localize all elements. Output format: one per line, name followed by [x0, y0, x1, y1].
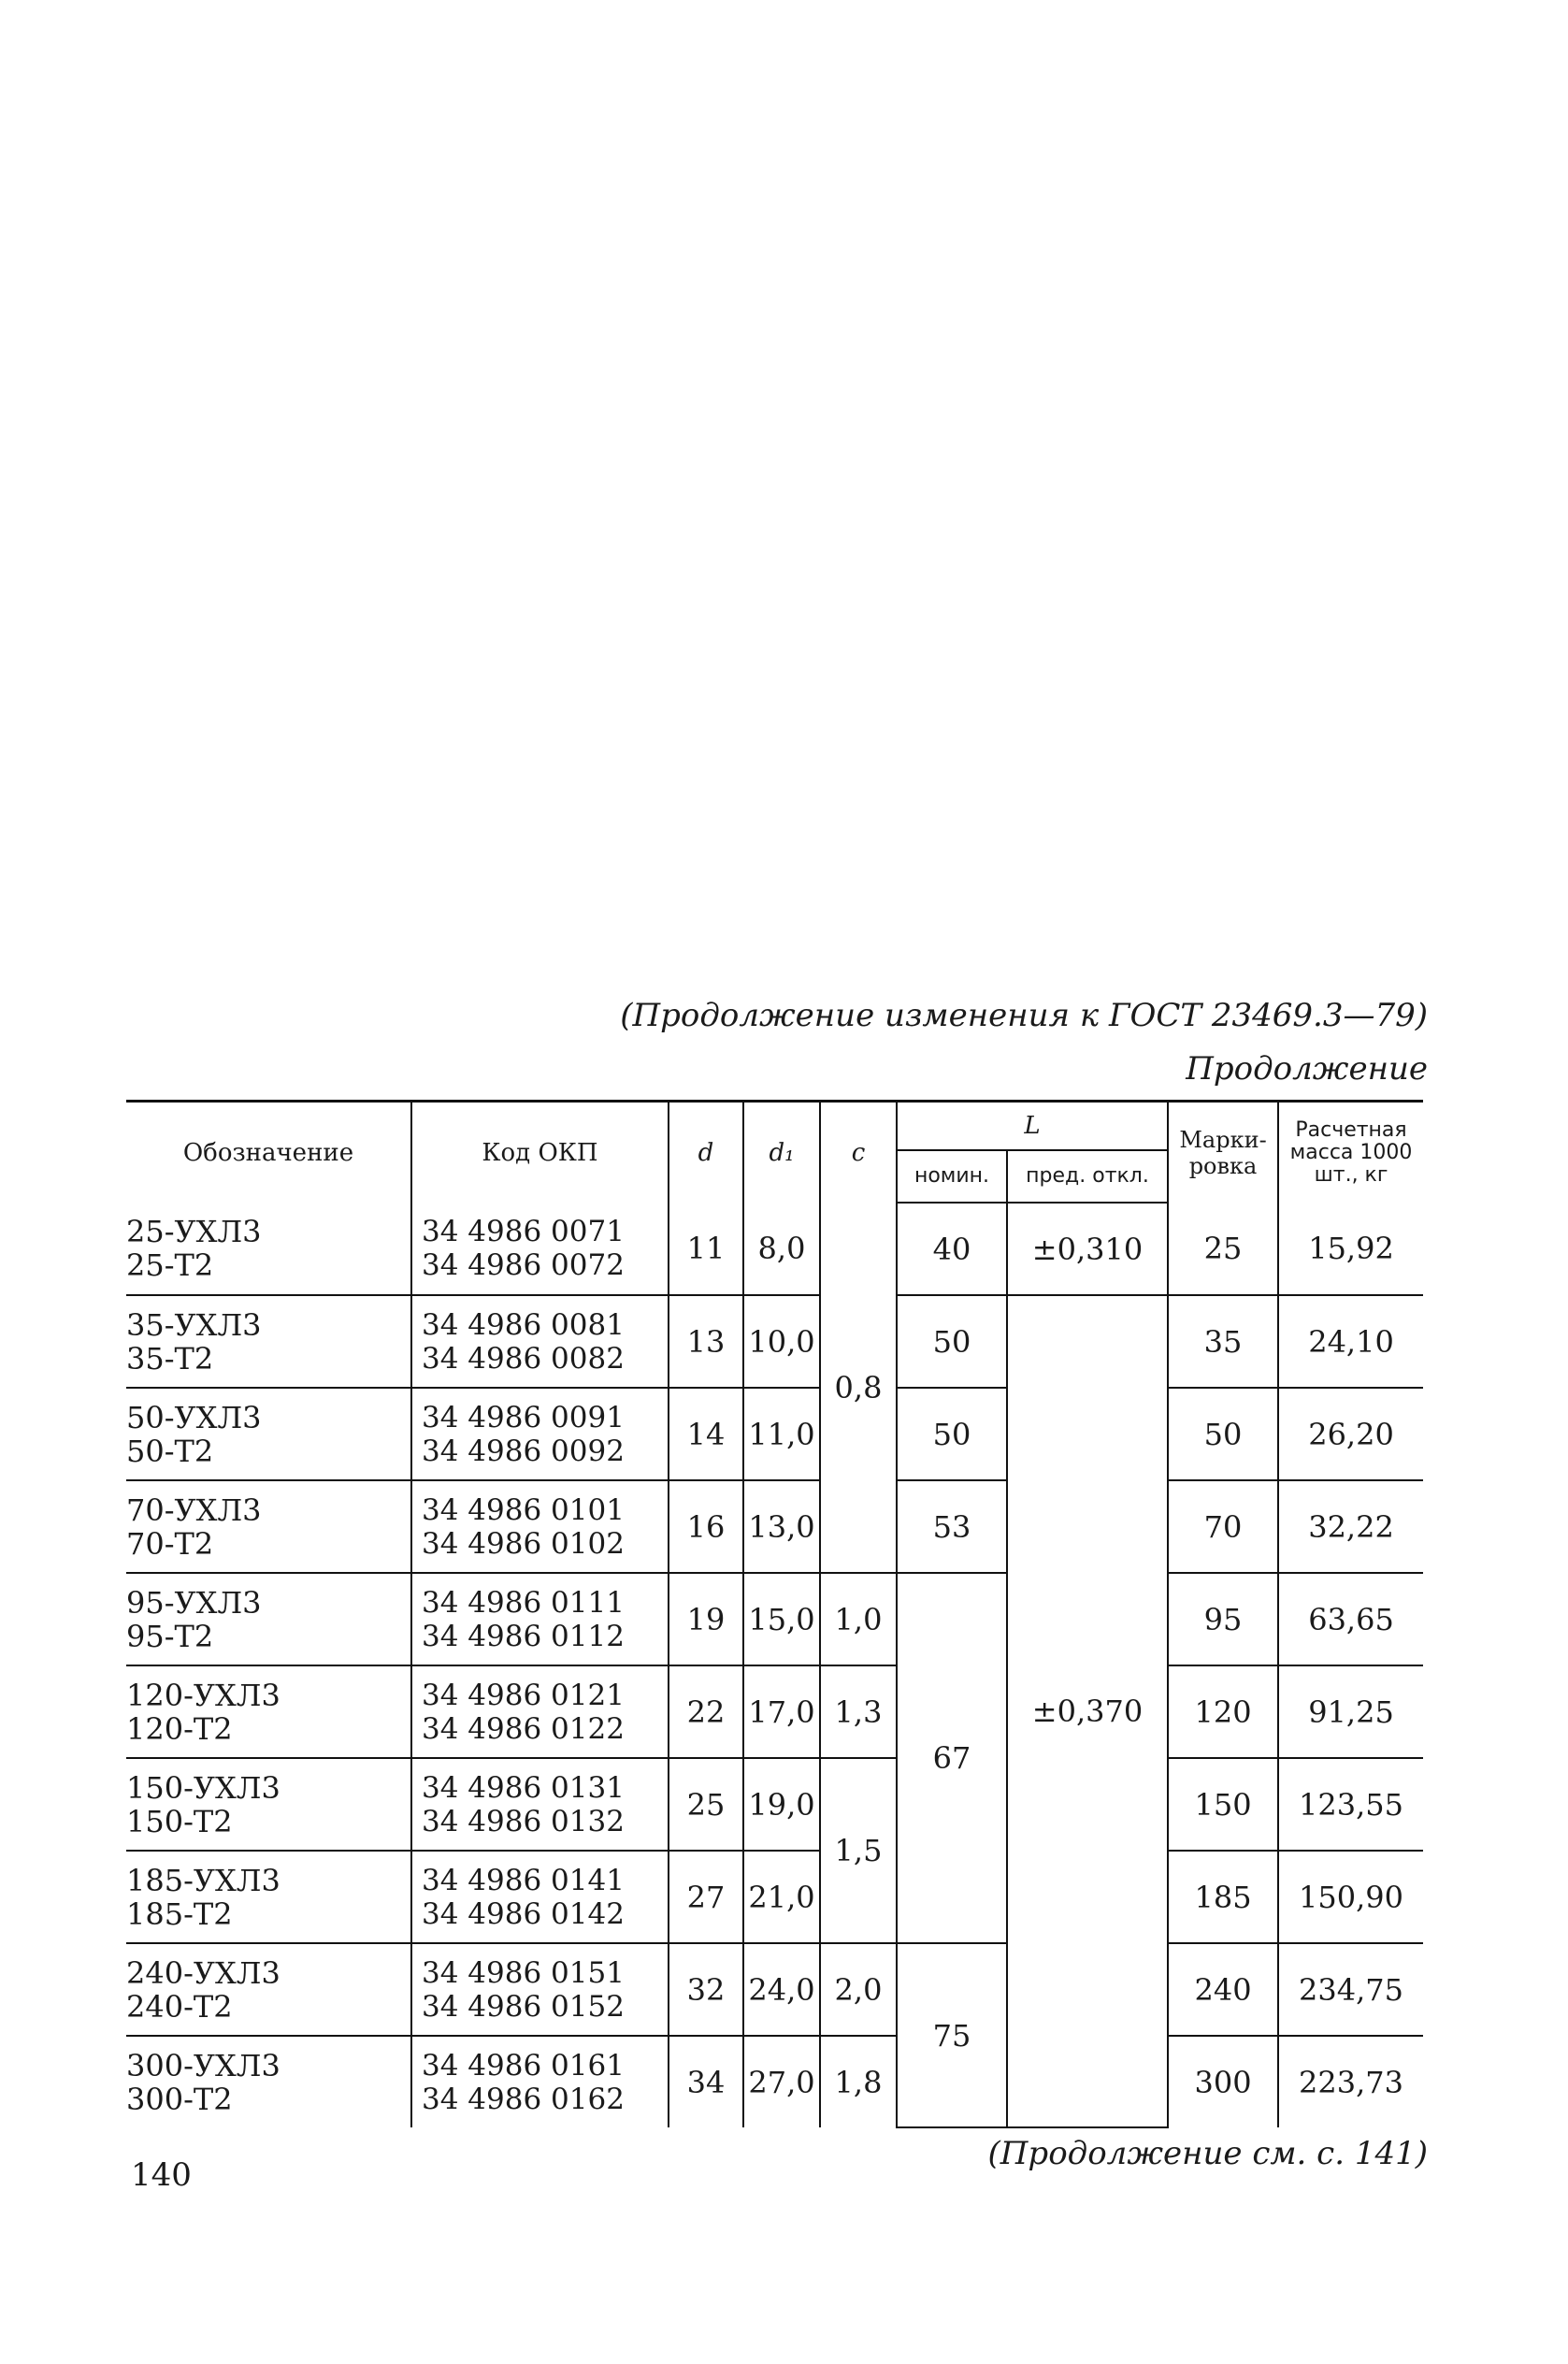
okp-code-cell: 34 4986 0111 34 4986 0112 [411, 1573, 669, 1665]
header-d1: d₁ [743, 1102, 820, 1204]
table-row [126, 1758, 1423, 1851]
c-cell: 1,5 [820, 1758, 897, 1943]
mass-cell: 26,20 [1278, 1388, 1423, 1480]
d-cell: 16 [669, 1480, 743, 1573]
c-cell: 1,3 [820, 1665, 897, 1758]
marking-cell: 95 [1168, 1573, 1278, 1665]
header-mass-line2: масса 1000 [1289, 1140, 1413, 1164]
okp-code-cell: 34 4986 0081 34 4986 0082 [411, 1295, 669, 1388]
d-cell: 13 [669, 1295, 743, 1388]
mass-cell: 123,55 [1278, 1758, 1423, 1851]
header-designation: Обозначение [126, 1102, 411, 1204]
d1-cell: 8,0 [743, 1203, 820, 1295]
marking-cell: 240 [1168, 1943, 1278, 2036]
okp-code-cell: 34 4986 0131 34 4986 0132 [411, 1758, 669, 1851]
d-cell: 11 [669, 1203, 743, 1295]
d1-cell: 27,0 [743, 2036, 820, 2127]
marking-cell: 150 [1168, 1758, 1278, 1851]
L-nominal-cell: 75 [897, 1943, 1007, 2127]
d-cell: 14 [669, 1388, 743, 1480]
table-row [126, 1851, 1423, 1943]
d1-cell: 21,0 [743, 1851, 820, 1943]
d1-cell: 24,0 [743, 1943, 820, 2036]
mass-cell: 24,10 [1278, 1295, 1423, 1388]
continuation-subtitle: Продолжение [1186, 1050, 1428, 1088]
designation-cell: 50-УХЛ3 50-Т2 [126, 1388, 411, 1480]
c-cell: 2,0 [820, 1943, 897, 2036]
L-tolerance-cell: ±0,370 [1007, 1295, 1168, 2127]
continuation-note: (Продолжение см. с. 141) [987, 2135, 1428, 2172]
okp-code-cell: 34 4986 0101 34 4986 0102 [411, 1480, 669, 1573]
table-row [126, 1295, 1423, 1388]
header-mass-line1: Расчетная [1295, 1117, 1407, 1142]
table-row [126, 1480, 1423, 1573]
L-nominal-cell: 53 [897, 1480, 1007, 1573]
d-cell: 25 [669, 1758, 743, 1851]
d-cell: 34 [669, 2036, 743, 2127]
d-cell: 32 [669, 1943, 743, 2036]
marking-cell: 120 [1168, 1665, 1278, 1758]
header-marking-line2: ровка [1188, 1152, 1258, 1179]
designation-cell: 300-УХЛ3 300-Т2 [126, 2036, 411, 2127]
okp-code-cell: 34 4986 0091 34 4986 0092 [411, 1388, 669, 1480]
marking-cell: 185 [1168, 1851, 1278, 1943]
L-nominal-cell: 67 [897, 1573, 1007, 1943]
mass-cell: 32,22 [1278, 1480, 1423, 1573]
table-row [126, 1573, 1423, 1665]
L-nominal-cell: 50 [897, 1388, 1007, 1480]
d1-cell: 15,0 [743, 1573, 820, 1665]
d1-cell: 19,0 [743, 1758, 820, 1851]
d1-cell: 13,0 [743, 1480, 820, 1573]
d1-cell: 17,0 [743, 1665, 820, 1758]
d-cell: 19 [669, 1573, 743, 1665]
L-nominal-cell: 50 [897, 1295, 1007, 1388]
designation-cell: 70-УХЛ3 70-Т2 [126, 1480, 411, 1573]
designation-cell: 120-УХЛ3 120-Т2 [126, 1665, 411, 1758]
table-row [126, 1388, 1423, 1480]
header-mass-line3: шт., кг [1314, 1162, 1388, 1187]
d1-cell: 11,0 [743, 1388, 820, 1480]
c-cell: 0,8 [820, 1203, 897, 1573]
okp-code-cell: 34 4986 0141 34 4986 0142 [411, 1851, 669, 1943]
header-L-nominal: номин. [897, 1150, 1007, 1203]
okp-code-cell: 34 4986 0161 34 4986 0162 [411, 2036, 669, 2127]
d-cell: 27 [669, 1851, 743, 1943]
designation-cell: 25-УХЛ3 25-Т2 [126, 1203, 411, 1295]
mass-cell: 234,75 [1278, 1943, 1423, 2036]
header-c: c [820, 1102, 897, 1204]
designation-cell: 150-УХЛ3 150-Т2 [126, 1758, 411, 1851]
c-cell: 1,8 [820, 2036, 897, 2127]
okp-code-cell: 34 4986 0151 34 4986 0152 [411, 1943, 669, 2036]
table-row [126, 1203, 1423, 1295]
header-okp-code: Код ОКП [411, 1102, 669, 1204]
designation-cell: 185-УХЛ3 185-Т2 [126, 1851, 411, 1943]
table-row [126, 1665, 1423, 1758]
okp-code-cell: 34 4986 0071 34 4986 0072 [411, 1203, 669, 1295]
L-nominal-cell: 40 [897, 1203, 1007, 1295]
designation-cell: 240-УХЛ3 240-Т2 [126, 1943, 411, 2036]
L-tolerance-cell: ±0,310 [1007, 1203, 1168, 1295]
d1-cell: 10,0 [743, 1295, 820, 1388]
mass-cell: 91,25 [1278, 1665, 1423, 1758]
mass-cell: 15,92 [1278, 1203, 1423, 1295]
continuation-title: (Продолжение изменения к ГОСТ 23469.3—79) [620, 997, 1428, 1034]
marking-cell: 50 [1168, 1388, 1278, 1480]
mass-cell: 223,73 [1299, 2064, 1403, 2100]
okp-code-cell: 34 4986 0121 34 4986 0122 [411, 1665, 669, 1758]
header-d: d [669, 1102, 743, 1204]
specification-table [126, 1100, 1423, 2128]
marking-cell: 300 [1168, 2036, 1278, 2127]
header-marking-line1: Марки- [1179, 1126, 1267, 1153]
table-row [126, 1943, 1423, 2036]
marking-cell: 70 [1168, 1480, 1278, 1573]
designation-cell: 35-УХЛ3 35-Т2 [126, 1295, 411, 1388]
designation-cell: 95-УХЛ3 95-Т2 [126, 1573, 411, 1665]
mass-cell: 63,65 [1278, 1573, 1423, 1665]
header-L-tolerance: пред. откл. [1007, 1150, 1168, 1203]
page-number: 140 [131, 2156, 192, 2194]
mass-cell: 150,90 [1278, 1851, 1423, 1943]
header-marking [1168, 1102, 1278, 1204]
c-cell: 1,0 [820, 1573, 897, 1665]
marking-cell: 25 [1168, 1203, 1278, 1295]
header-mass [1278, 1102, 1423, 1204]
marking-cell: 35 [1168, 1295, 1278, 1388]
header-L: L [897, 1102, 1168, 1151]
table-row [126, 2036, 1423, 2127]
d-cell: 22 [669, 1665, 743, 1758]
